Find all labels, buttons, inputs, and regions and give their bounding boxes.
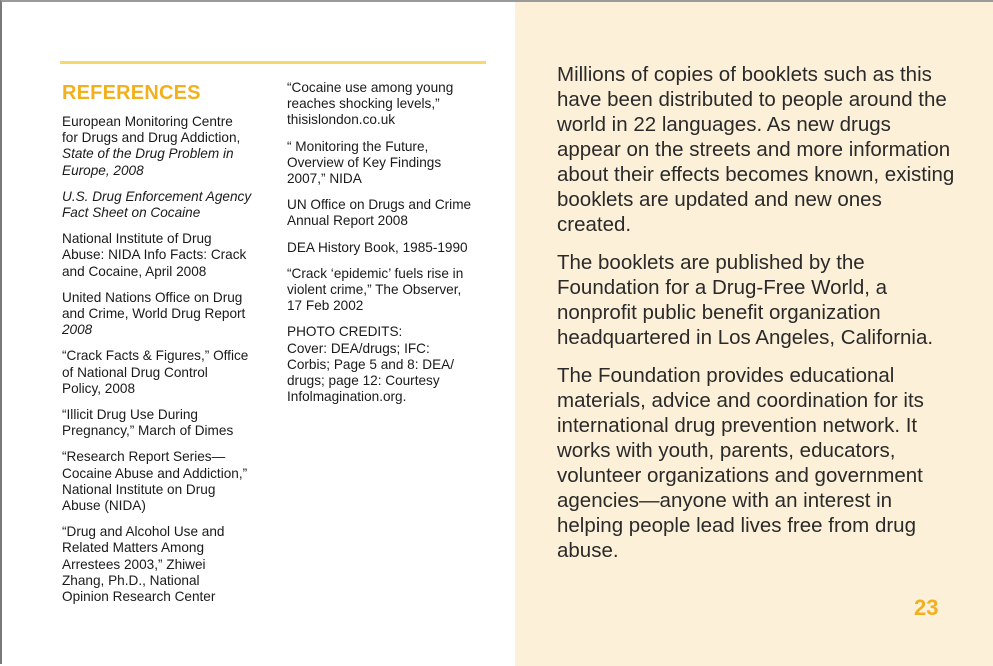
reference-item: “ Monitoring the Future, Overview of Key Findings 2007,” NIDA (287, 138, 442, 187)
reference-item: “Illicit Drug Use During Pregnancy,” March of Dimes (62, 407, 234, 439)
references-column-2 (287, 80, 485, 415)
references-heading: REFERENCES (62, 82, 201, 104)
reference-item: “Crack ‘epidemic’ fuels rise in violent crime,” The Observer, 17 Feb 2002 (287, 265, 464, 314)
body-paragraph: The booklets are published by the Foundation for a Drug-Free World, a nonprofit public benefit organization headquartered in Los Angeles, California. (557, 251, 934, 349)
photo-credits: PHOTO CREDITS: Cover: DEA/drugs; IFC: Corbis; Page 5 and 8: DEA/ drugs; page 12: Courtesy Infolmagination.org. (287, 324, 454, 405)
body-text (557, 62, 957, 576)
reference-item: European Monitoring Centre for Drugs and Drug Addiction, State of the Drug Problem in Europe, 2008 (62, 114, 241, 178)
references-column-1 (62, 114, 262, 615)
reference-item: “Crack Facts & Figures,” Office of National Drug Control Policy, 2008 (62, 348, 249, 396)
reference-item: DEA History Book, 1985-1990 (287, 239, 468, 255)
reference-item: United Nations Office on Drug and Crime, World Drug Report 2008 (62, 289, 246, 338)
reference-item: UN Office on Drugs and Crime Annual Report 2008 (287, 197, 472, 229)
page-number: 23 (914, 595, 939, 620)
reference-item: National Institute of Drug Abuse: NIDA Info Facts: Crack and Cocaine, April 2008 (62, 231, 247, 279)
body-paragraph: The Foundation provides educational materials, advice and coordination for its international drug prevention network. It works with youth, parents, educators, volunteer organizations and government agencies—anyone with an interest in helping people lead lives free from drug abuse. (557, 364, 924, 562)
reference-item: “Cocaine use among young reaches shocking levels,” thisislondon.co.uk (287, 80, 454, 128)
reference-item: “Research Report Series— Cocaine Abuse and Addiction,” National Institute on Drug Abuse (NIDA) (62, 449, 248, 514)
heading-rule (60, 61, 486, 64)
reference-item: U.S. Drug Enforcement Agency Fact Sheet on Cocaine (62, 188, 252, 221)
reference-item: “Drug and Alcohol Use and Related Matters Among Arrestees 2003,” Zhiwei Zhang, Ph.D., National Opinion Research Center (62, 524, 225, 605)
body-paragraph: Millions of copies of booklets such as this have been distributed to people around the world in 22 languages. As new drugs appear on the streets and more information about their effects becomes known, existing booklets are updated and new ones created. (557, 63, 955, 236)
